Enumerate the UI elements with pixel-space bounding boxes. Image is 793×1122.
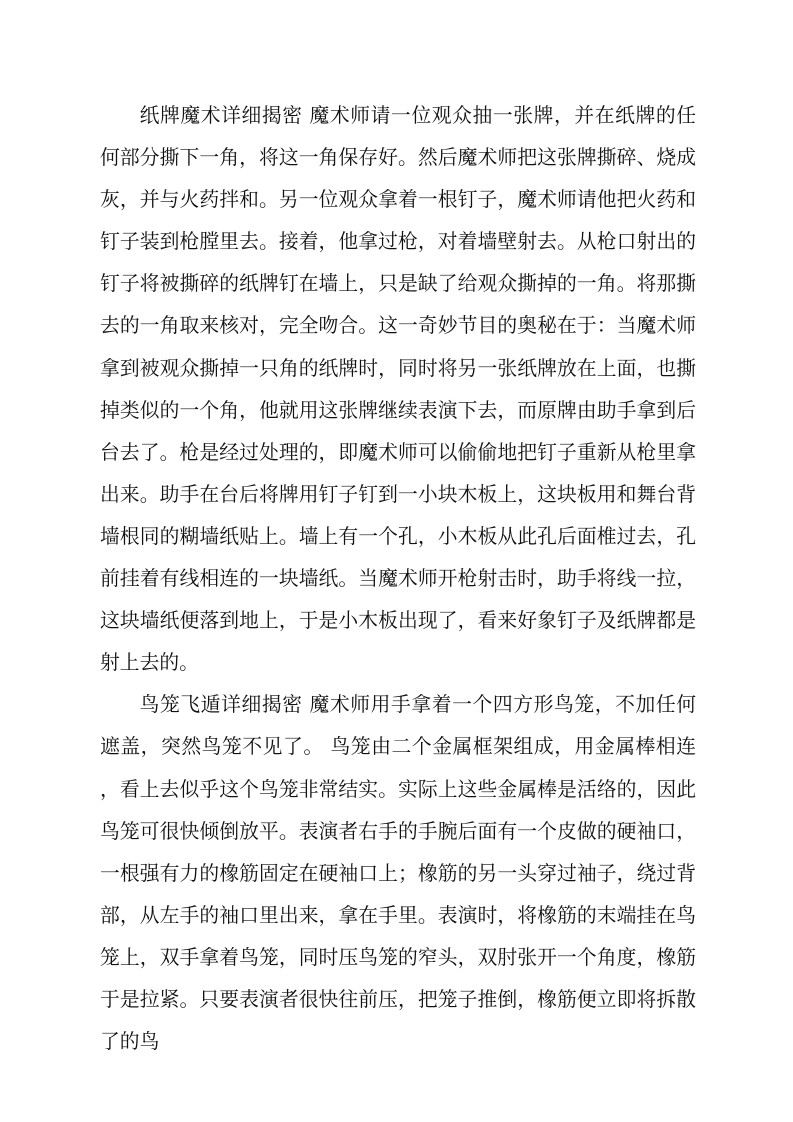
paragraph-heading: 纸牌魔术详细揭密 <box>139 104 303 127</box>
paragraph-card-trick <box>100 95 696 684</box>
paragraph-text: 魔术师用手拿着一个四方形鸟笼，不加任何遮盖，突然鸟笼不见了。 鸟笼由二个金属框架组成，用金属棒相连，看上去似乎这个鸟笼非常结实。实际上这些金属棒是活络的，因此鸟笼可很快倾倒放平。表演者右手的手腕后面有一个皮做的硬袖口，一根强有力的橡筋固定在硬袖口上；橡筋的另一头穿过袖子，绕过背部，从左手的袖口里出来，拿在手里。表演时，将橡筋的末端挂在鸟笼上，双手拿着鸟笼，同时压鸟笼的窄头，双肘张开一个角度，橡筋于是拉紧。只要表演者很快往前压，把笼子推倒，橡筋便立即将拆散了的鸟 <box>100 693 696 1054</box>
document-body <box>100 95 696 1063</box>
paragraph-text: 魔术师请一位观众抽一张牌，并在纸牌的任何部分撕下一角，将这一角保存好。然后魔术师把这张牌撕碎、烧成灰，并与火药拌和。另一位观众拿着一根钉子，魔术师请他把火药和钉子装到枪膛里去。接着，他拿过枪，对着墙壁射去。从枪口射出的钉子将被撕碎的纸牌钉在墙上，只是缺了给观众撕掉的一角。将那撕去的一角取来核对，完全吻合。这一奇妙节目的奥秘在于：当魔术师拿到被观众撕掉一只角的纸牌时，同时将另一张纸牌放在上面，也撕掉类似的一个角，他就用这张牌继续表演下去，而原牌由助手拿到后台去了。枪是经过处理的，即魔术师可以偷偷地把钉子重新从枪里拿出来。助手在台后将牌用钉子钉到一小块木板上，这块板用和舞台背墙根同的糊墙纸贴上。墙上有一个孔，小木板从此孔后面椎过去，孔前挂着有线相连的一块墙纸。当魔术师开枪射击时，助手将线一拉，这块墙纸便落到地上，于是小木板出现了，看来好象钉子及纸牌都是射上去的。 <box>100 104 696 675</box>
paragraph-heading: 鸟笼飞遁详细揭密 <box>139 693 303 717</box>
paragraph-birdcage-trick <box>100 684 696 1063</box>
